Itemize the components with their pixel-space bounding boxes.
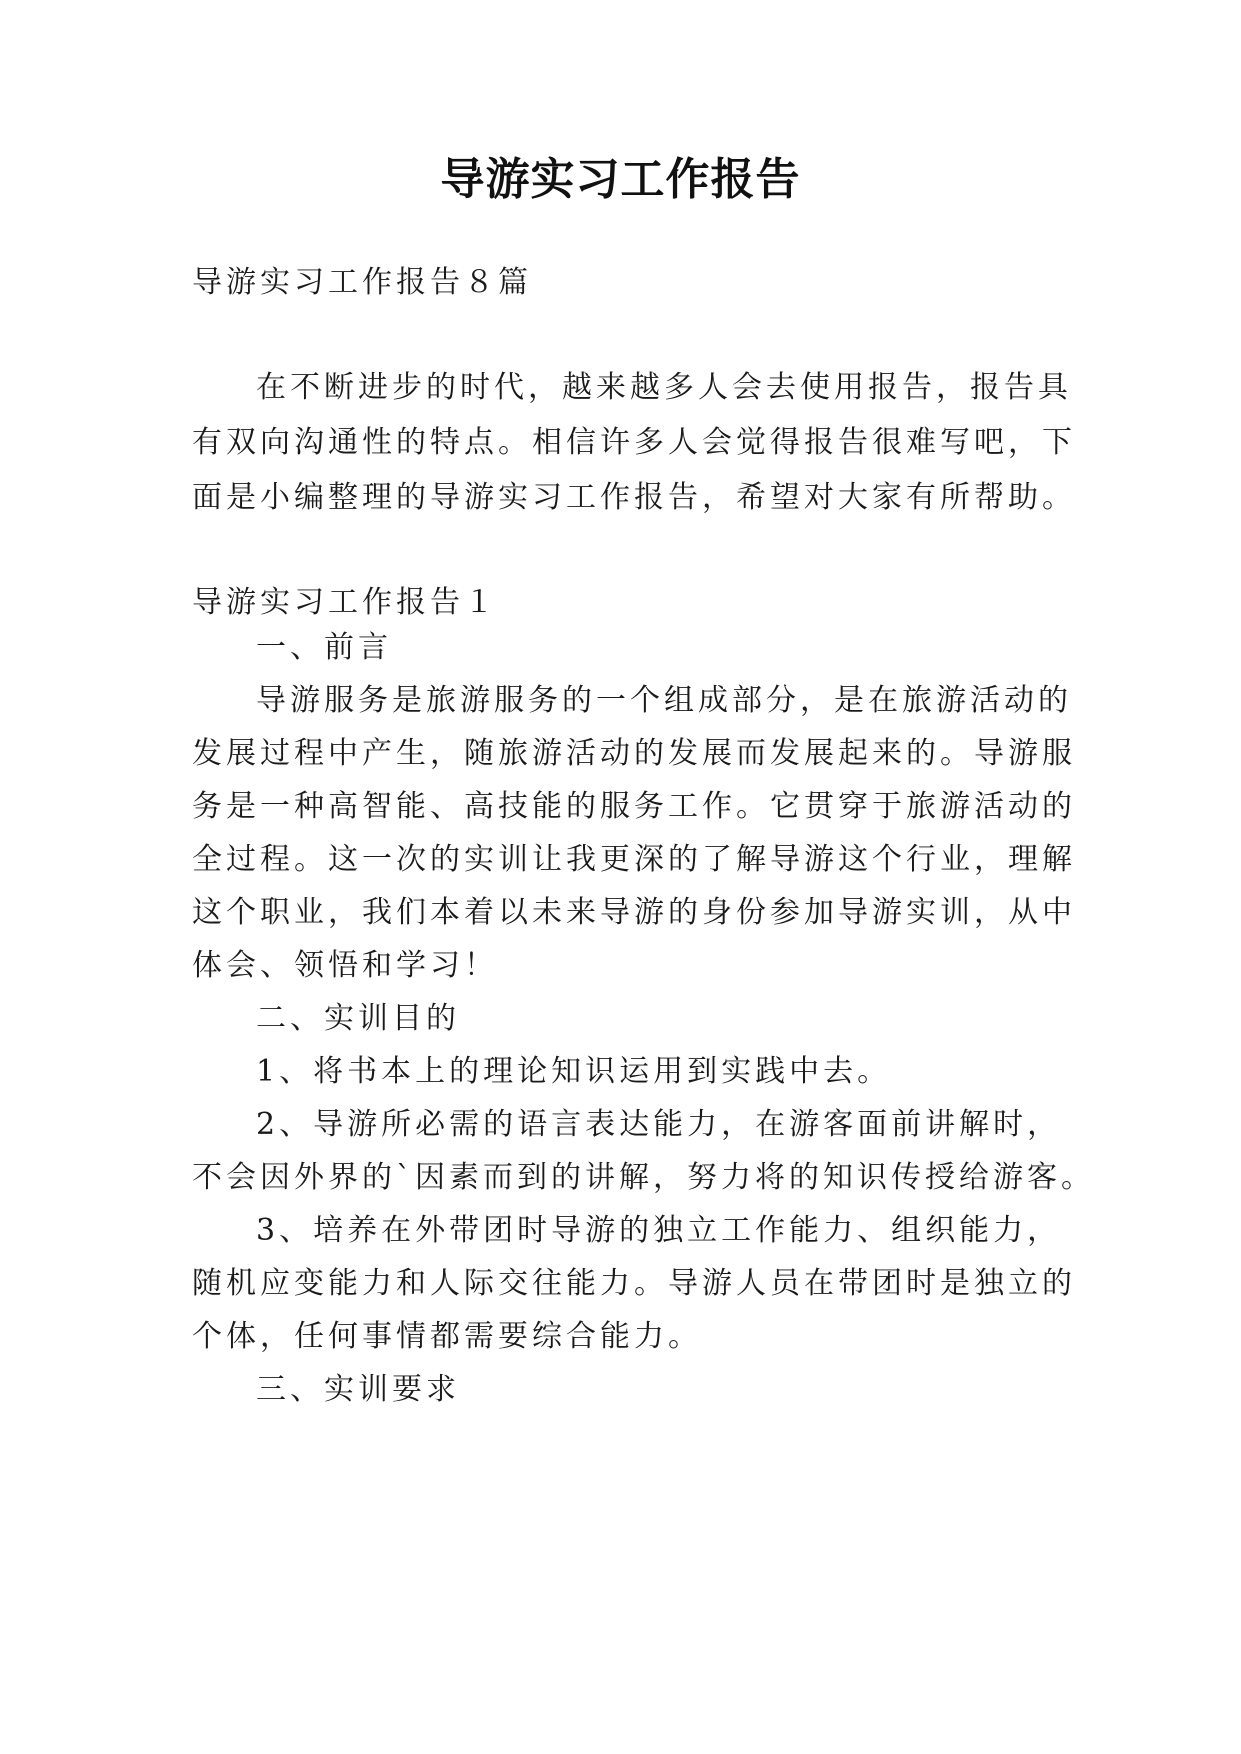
preface-heading: 一、前言	[256, 630, 392, 665]
preface-line-6: 体会、领悟和学习！	[192, 948, 498, 983]
preface-line-4: 全过程。这一次的实训让我更深的了解导游这个行业，理解	[192, 842, 1076, 877]
intro-line-2: 有双向沟通性的特点。相信许多人会觉得报告很难写吧，下	[192, 425, 1076, 460]
intro-line-1: 在不断进步的时代，越来越多人会去使用报告，报告具	[256, 370, 1072, 405]
preface-line-1: 导游服务是旅游服务的一个组成部分，是在旅游活动的	[256, 683, 1072, 718]
intro-line-3: 面是小编整理的导游实习工作报告，希望对大家有所帮助。	[192, 480, 1076, 515]
goal-item-1: 1、将书本上的理论知识运用到实践中去。	[256, 1054, 892, 1089]
goal-item-2-line-2: 不会因外界的`因素而到的讲解，努力将的知识传授给游客。	[192, 1160, 1095, 1195]
preface-line-3: 务是一种高智能、高技能的服务工作。它贯穿于旅游活动的	[192, 789, 1076, 824]
preface-line-2: 发展过程中产生，随旅游活动的发展而发展起来的。导游服	[192, 736, 1076, 771]
requirement-heading: 三、实训要求	[256, 1372, 460, 1407]
goal-item-2-line-1: 2、导游所必需的语言表达能力，在游客面前讲解时，	[256, 1107, 1062, 1142]
section-heading: 导游实习工作报告１	[192, 585, 498, 620]
goal-item-3-line-3: 个体，任何事情都需要综合能力。	[192, 1319, 702, 1354]
goal-item-3-line-1: 3、培养在外带团时导游的独立工作能力、组织能力，	[256, 1213, 1062, 1248]
preface-line-5: 这个职业，我们本着以未来导游的身份参加导游实训，从中	[192, 895, 1076, 930]
document-title: 导游实习工作报告	[440, 154, 801, 205]
document-subtitle: 导游实习工作报告８篇	[192, 265, 532, 300]
goal-heading: 二、实训目的	[256, 1001, 460, 1036]
goal-item-3-line-2: 随机应变能力和人际交往能力。导游人员在带团时是独立的	[192, 1266, 1076, 1301]
